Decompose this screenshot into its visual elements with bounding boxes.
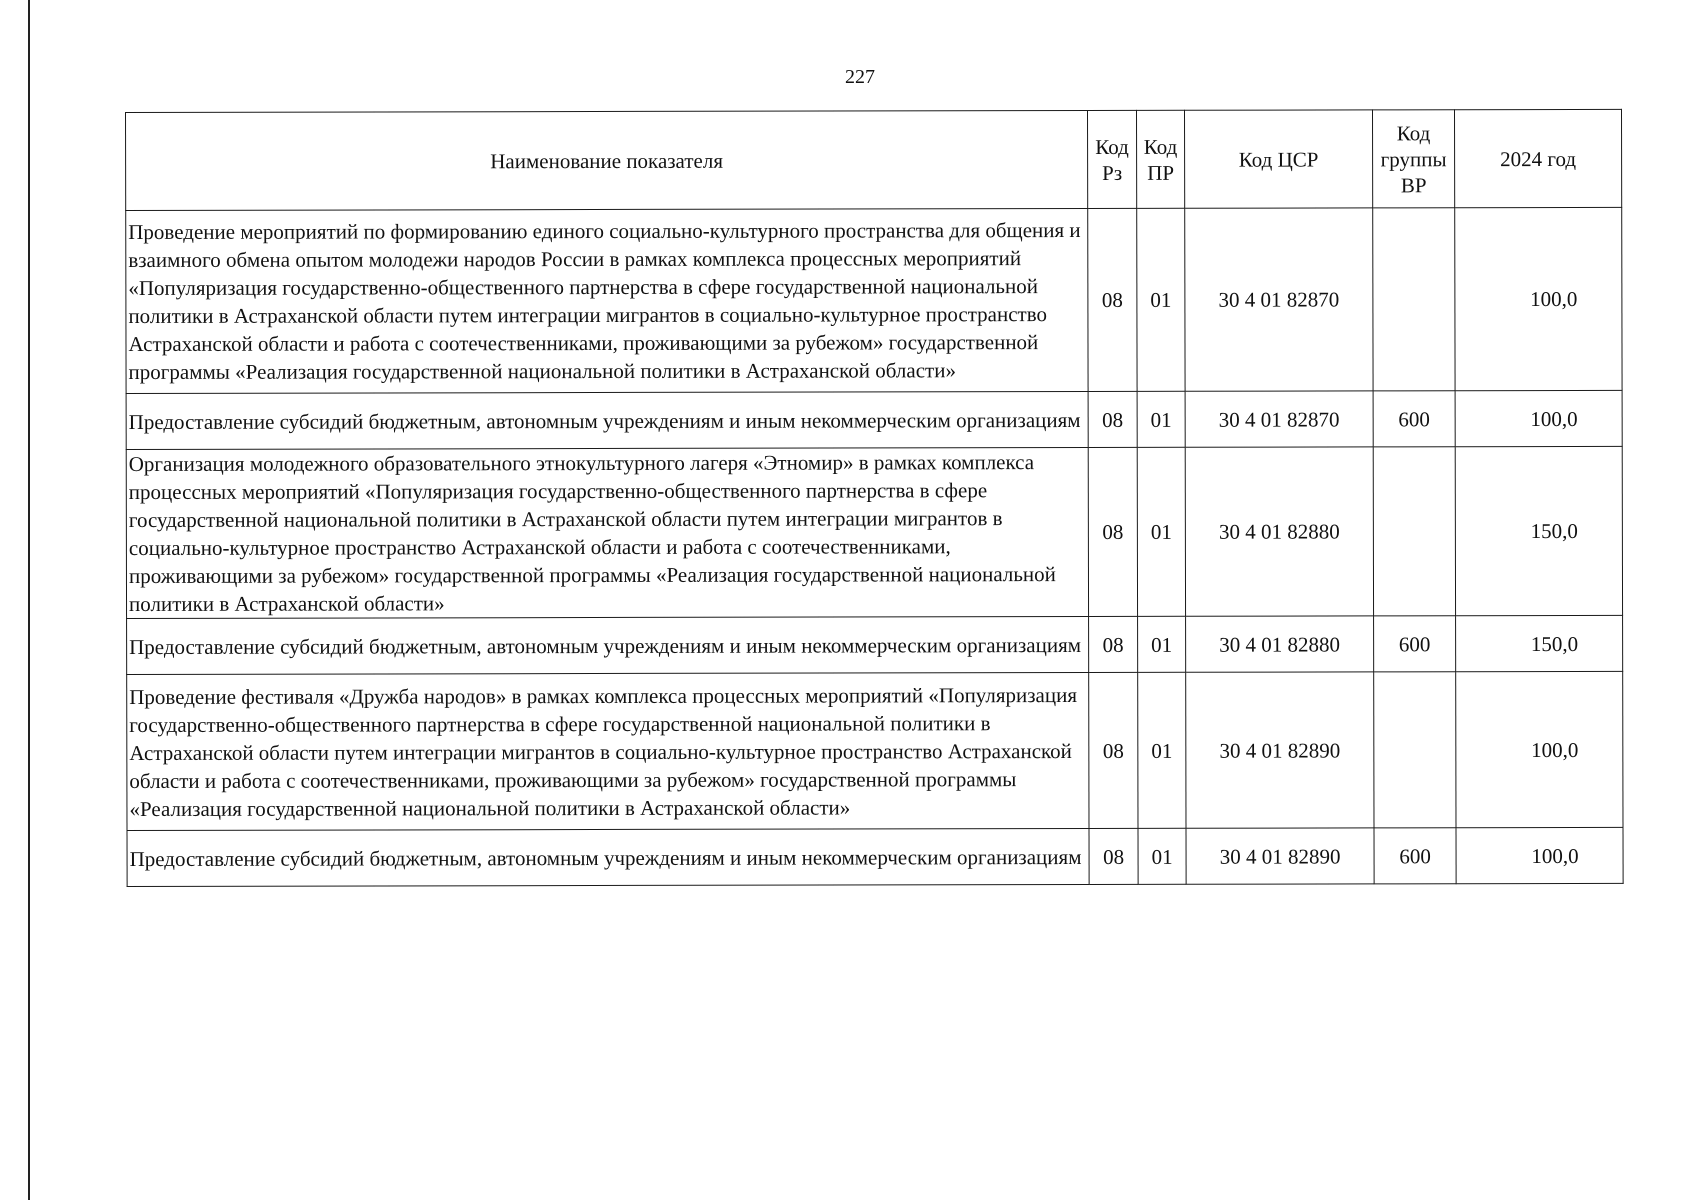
row-pr: 01 (1138, 672, 1186, 828)
header-csr: Код ЦСР (1184, 110, 1372, 208)
row-name: Проведение фестиваля «Дружба народов» в рамках комплекса процессных мероприятий «Популяризация государственно-общественного партнерства в сфере государственной национальной политики в Астраханской области путем интеграции мигрантов в социально-культурное пространство Астраханской области и работа с соотечественниками, проживающими за рубежом» государственной программы «Реализация государственной национальной политики в Астраханской области» (127, 672, 1089, 830)
row-rz: 08 (1089, 828, 1138, 884)
row-name: Предоставление субсидий бюджетным, автономным учреждениям и иным некоммерческим организациям (126, 391, 1088, 449)
row-amount: 100,0 (1456, 671, 1623, 827)
row-rz: 08 (1088, 447, 1137, 616)
header-vr: Код группы ВР (1372, 110, 1454, 208)
header-name: Наименование показателя (126, 110, 1088, 210)
row-amount: 100,0 (1456, 827, 1623, 883)
table-row (127, 671, 1623, 830)
row-csr: 30 4 01 82880 (1185, 447, 1373, 616)
row-name: Проведение мероприятий по формированию единого социально-культурного пространства для общения и взаимного обмена опытом молодежи народов России в рамках комплекса процессных мероприятий «Популяризация государственно-общественного партнерства в сфере государственной национальной политики в Астраханской области путем интеграции мигрантов в социально-культурное пространство Астраханской области и работа с соотечественниками, проживающими за рубежом» государственной программы «Реализация государственной национальной политики в Астраханской области» (126, 208, 1088, 393)
row-vr (1374, 672, 1456, 828)
row-amount: 150,0 (1456, 615, 1623, 671)
header-pr: Код ПР (1136, 110, 1184, 208)
row-csr: 30 4 01 82890 (1186, 828, 1374, 884)
row-name: Предоставление субсидий бюджетным, автономным учреждениям и иным некоммерческим организациям (127, 828, 1089, 886)
row-vr: 600 (1374, 828, 1456, 884)
row-amount: 100,0 (1455, 390, 1622, 446)
row-pr: 01 (1138, 616, 1186, 672)
row-vr (1373, 208, 1455, 391)
page-binding-edge (28, 0, 30, 1200)
table-row (127, 615, 1623, 674)
row-pr: 01 (1137, 447, 1185, 616)
row-pr: 01 (1138, 828, 1186, 884)
row-rz: 08 (1088, 391, 1137, 447)
row-csr: 30 4 01 82880 (1186, 616, 1374, 672)
row-csr: 30 4 01 82890 (1186, 672, 1374, 828)
page-number: 227 (845, 66, 875, 88)
row-pr: 01 (1137, 208, 1185, 391)
row-amount: 100,0 (1455, 207, 1622, 390)
row-csr: 30 4 01 82870 (1185, 208, 1373, 391)
row-csr: 30 4 01 82870 (1185, 391, 1373, 447)
table-row (126, 207, 1622, 393)
budget-table-container (125, 109, 1624, 887)
row-name: Предоставление субсидий бюджетным, автономным учреждениям и иным некоммерческим организациям (127, 616, 1089, 674)
row-rz: 08 (1088, 208, 1137, 391)
table-row (127, 827, 1623, 886)
table-header-row (126, 109, 1622, 210)
row-rz: 08 (1089, 672, 1138, 828)
budget-table (125, 109, 1624, 887)
row-name: Организация молодежного образовательного этнокультурного лагеря «Этномир» в рамках комплекса процессных мероприятий «Популяризация государственно-общественного партнерства в сфере государственной национальной политики в Астраханской области путем интеграции мигрантов в социально-культурное пространство Астраханской области и работа с соотечественниками, проживающими за рубежом» государственной программы «Реализация государственной национальной политики в Астраханской области» (126, 447, 1088, 618)
header-year: 2024 год (1454, 109, 1621, 207)
row-amount: 150,0 (1455, 446, 1622, 615)
row-rz: 08 (1089, 616, 1138, 672)
row-vr (1373, 447, 1455, 616)
table-row (126, 390, 1622, 449)
row-pr: 01 (1137, 391, 1185, 447)
row-vr: 600 (1373, 391, 1455, 447)
table-row (126, 446, 1622, 618)
header-rz: Код Рз (1087, 110, 1136, 208)
row-vr: 600 (1374, 616, 1456, 672)
